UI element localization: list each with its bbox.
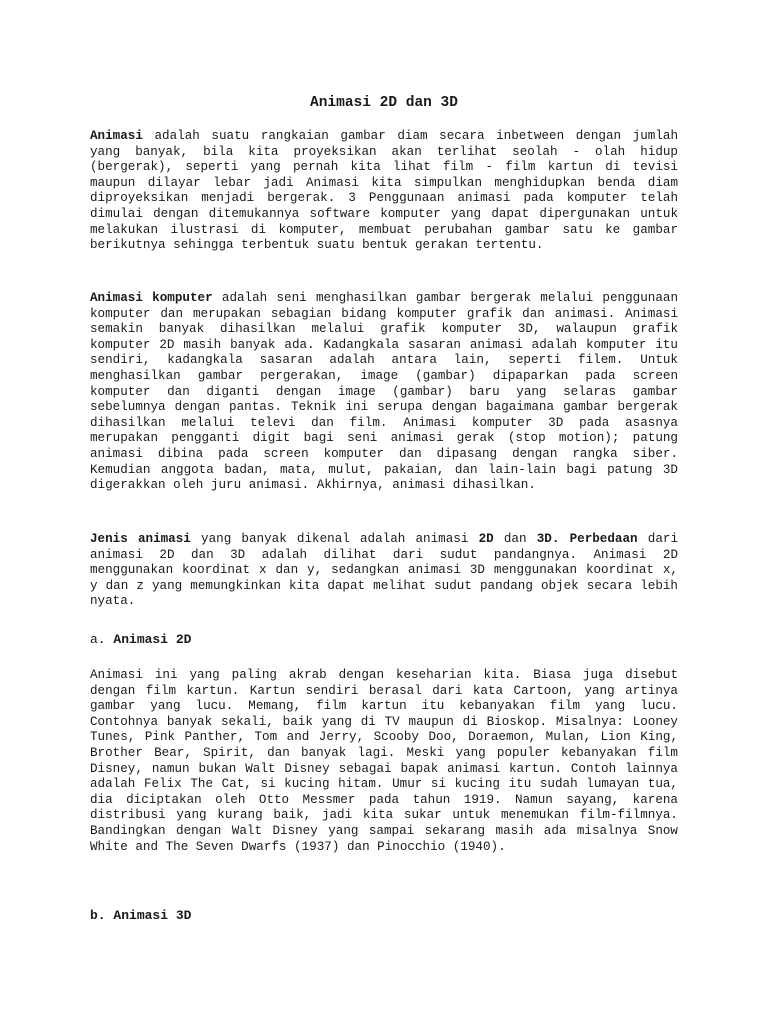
document-title: Animasi 2D dan 3D (310, 95, 458, 111)
paragraph-text: yang banyak dikenal adalah animasi (190, 532, 479, 546)
paragraph-text: dan (493, 532, 537, 546)
paragraph-animasi-komputer (90, 291, 678, 494)
term-2d: 2D (478, 532, 494, 546)
term-3d: 3D. (536, 532, 560, 546)
paragraph-text: dari animasi 2D dan 3D adalah dilihat dari sudut pandangnya. Animasi 2D menggunakan koordinat x dan y, sedangkan animasi 3D menggunakan koordinat x, y dan z yang memungkinkan kita dapat melihat sudut pandang objek secara lebih nyata. (90, 532, 679, 609)
section-label: a. (90, 632, 106, 647)
paragraph-jenis-animasi (90, 532, 678, 610)
paragraph-text: adalah seni menghasilkan gambar bergerak melalui penggunaan komputer dan merupakan sebagian bidang komputer grafik dan animasi. Animasi semakin banyak dihasilkan melalui grafik komputer 3D, walaupun grafik komputer 2D masih banyak ada. Kadangkala sasaran animasi adalah komputer itu sendiri, kadangkala sasaran adalah antara lain, seperti filem. Untuk menghasilkan gambar pergerakan, image (gambar) dipaparkan pada screen komputer dan diganti dengan image (gambar) baru yang selaras gambar sebelumnya dengan pantas. Teknik ini serupa dengan bagaimana gambar bergerak dihasilkan melalui televi dan film. Animasi komputer 3D pada asasnya merupakan pengganti digit bagi seni animasi gerak (stop motion); patung animasi dibina pada screen komputer dan dipasang dengan rangka siber. Kemudian anggota badan, mata, mulut, pakaian, dan lain-lain bagi patung 3D digerakkan oleh juru animasi. Akhirnya, animasi dihasilkan. (90, 291, 678, 493)
section-title: Animasi 3D (113, 908, 192, 923)
term-animasi-komputer: Animasi komputer (90, 291, 213, 305)
section-heading-animasi-3d (90, 908, 191, 924)
term-perbedaan: Perbedaan (569, 532, 638, 546)
paragraph-text (559, 532, 569, 546)
section-heading-animasi-2d (90, 632, 191, 648)
paragraph-text: adalah suatu rangkaian gambar diam secara inbetween dengan jumlah yang banyak, bila kita proyeksikan akan terlihat seolah - olah hidup (bergerak), seperti yang pernah kita lihat film - film kartun di tevisi maupun dilayar lebar jadi Animasi kita simpulkan menghidupkan benda diam diproyeksikan menjadi bergerak. 3 Penggunaan animasi pada komputer telah dimulai dengan ditemukannya software komputer yang dapat dipergunakan untuk melakukan ilustrasi di komputer, membuat perubahan gambar satu ke gambar berikutnya sehingga terbentuk suatu bentuk gerakan tertentu. (90, 129, 678, 253)
term-jenis-animasi: Jenis animasi (90, 532, 191, 546)
term-animasi: Animasi (90, 129, 143, 143)
section-title: Animasi 2D (113, 632, 192, 647)
section-label: b. (90, 908, 106, 923)
paragraph-animasi-2d: Animasi ini yang paling akrab dengan keseharian kita. Biasa juga disebut dengan film kartun. Kartun sendiri berasal dari kata Cartoon, yang artinya gambar yang lucu. Memang, film kartun itu kebanyakan film yang lucu. Contohnya banyak sekali, baik yang di TV maupun di Bioskop. Misalnya: Looney Tunes, Pink Panther, Tom and Jerry, Scooby Doo, Doraemon, Mulan, Lion King, Brother Bear, Spirit, dan banyak lagi. Meski yang populer kebanyakan film Disney, namun bukan Walt Disney sebagai bapak animasi kartun. Contoh lainnya adalah Felix The Cat, si kucing hitam. Umur si kucing itu sudah lumayan tua, dia diciptakan oleh Otto Messmer pada tahun 1919. Namun sayang, karena distribusi yang kurang baik, jadi kita sukar untuk menemukan film-filmnya. Bandingkan dengan Walt Disney yang sampai sekarang masih ada misalnya Snow White and The Seven Dwarfs (1937) dan Pinocchio (1940). (90, 668, 678, 854)
paragraph-animasi-definition (90, 129, 678, 254)
